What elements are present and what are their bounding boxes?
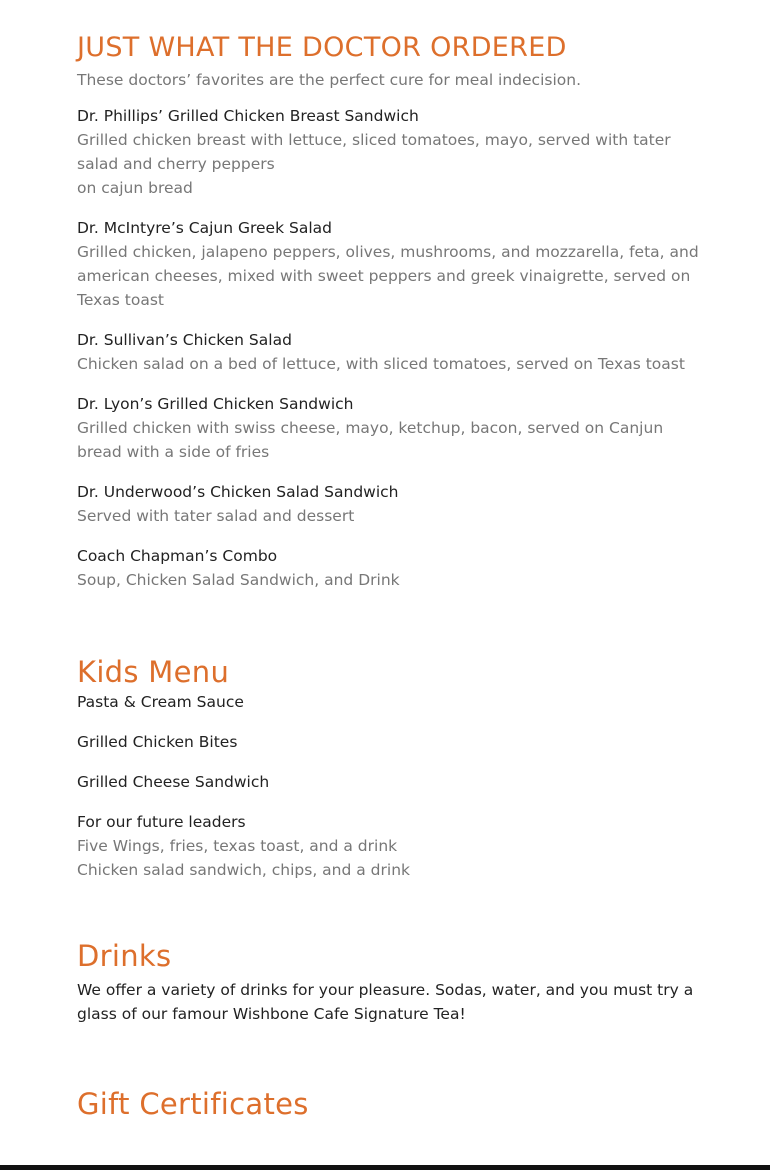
menu-item	[77, 104, 707, 200]
menu-item-description: Grilled chicken with swiss cheese, mayo, ketchup, bacon, served on Canjun bread with a side of fries	[77, 419, 664, 461]
menu-item-name: Grilled Chicken Bites	[77, 733, 238, 751]
menu-item-name: Dr. Underwood’s Chicken Salad Sandwich	[77, 483, 399, 501]
menu-item	[77, 690, 707, 714]
menu-item-description-extra: Chicken salad sandwich, chips, and a drink	[77, 861, 411, 879]
menu-item-description: Grilled chicken, jalapeno peppers, olives, mushrooms, and mozzarella, feta, and american cheeses, mixed with sweet peppers and greek vinaigrette, served on Texas toast	[77, 243, 699, 309]
kids-section-title: Kids Menu	[77, 655, 230, 689]
menu-item	[77, 392, 707, 464]
bottom-bar	[0, 1165, 770, 1170]
menu-item-name: For our future leaders	[77, 813, 246, 831]
menu-item	[77, 770, 707, 794]
gift-section	[77, 1086, 707, 1122]
menu-item-name: Pasta & Cream Sauce	[77, 693, 244, 711]
menu-item-name: Dr. Sullivan’s Chicken Salad	[77, 331, 292, 349]
kids-section	[77, 654, 707, 882]
menu-item	[77, 810, 707, 882]
menu-item-description: Served with tater salad and dessert	[77, 507, 355, 525]
menu-item	[77, 216, 707, 312]
gift-section-title: Gift Certificates	[77, 1087, 309, 1121]
doctor-section-title: JUST WHAT THE DOCTOR ORDERED	[77, 32, 567, 63]
menu-item-description: Grilled chicken breast with lettuce, sliced tomatoes, mayo, served with tater salad and cherry peppers	[77, 131, 671, 173]
menu-item-description-extra: on cajun bread	[77, 179, 193, 197]
menu-item	[77, 544, 707, 592]
doctor-section-intro: These doctors’ favorites are the perfect cure for meal indecision.	[77, 71, 581, 89]
doctor-section	[77, 0, 707, 592]
menu-item-description: Five Wings, fries, texas toast, and a drink	[77, 837, 398, 855]
menu-item	[77, 480, 707, 528]
menu-item	[77, 328, 707, 376]
menu-item-name: Grilled Cheese Sandwich	[77, 773, 270, 791]
menu-item-name: Coach Chapman’s Combo	[77, 547, 278, 565]
menu-content	[77, 0, 707, 1122]
menu-item-name: Dr. Lyon’s Grilled Chicken Sandwich	[77, 395, 354, 413]
drinks-section-text: We offer a variety of drinks for your pleasure. Sodas, water, and you must try a glass of our famour Wishbone Cafe Signature Tea!	[77, 981, 694, 1023]
menu-item-description: Soup, Chicken Salad Sandwich, and Drink	[77, 571, 400, 589]
menu-item	[77, 730, 707, 754]
drinks-section-title: Drinks	[77, 939, 172, 973]
drinks-section	[77, 938, 707, 1026]
menu-item-name: Dr. McIntyre’s Cajun Greek Salad	[77, 219, 332, 237]
menu-item-name: Dr. Phillips’ Grilled Chicken Breast Sandwich	[77, 107, 419, 125]
menu-item-description: Chicken salad on a bed of lettuce, with sliced tomatoes, served on Texas toast	[77, 355, 685, 373]
